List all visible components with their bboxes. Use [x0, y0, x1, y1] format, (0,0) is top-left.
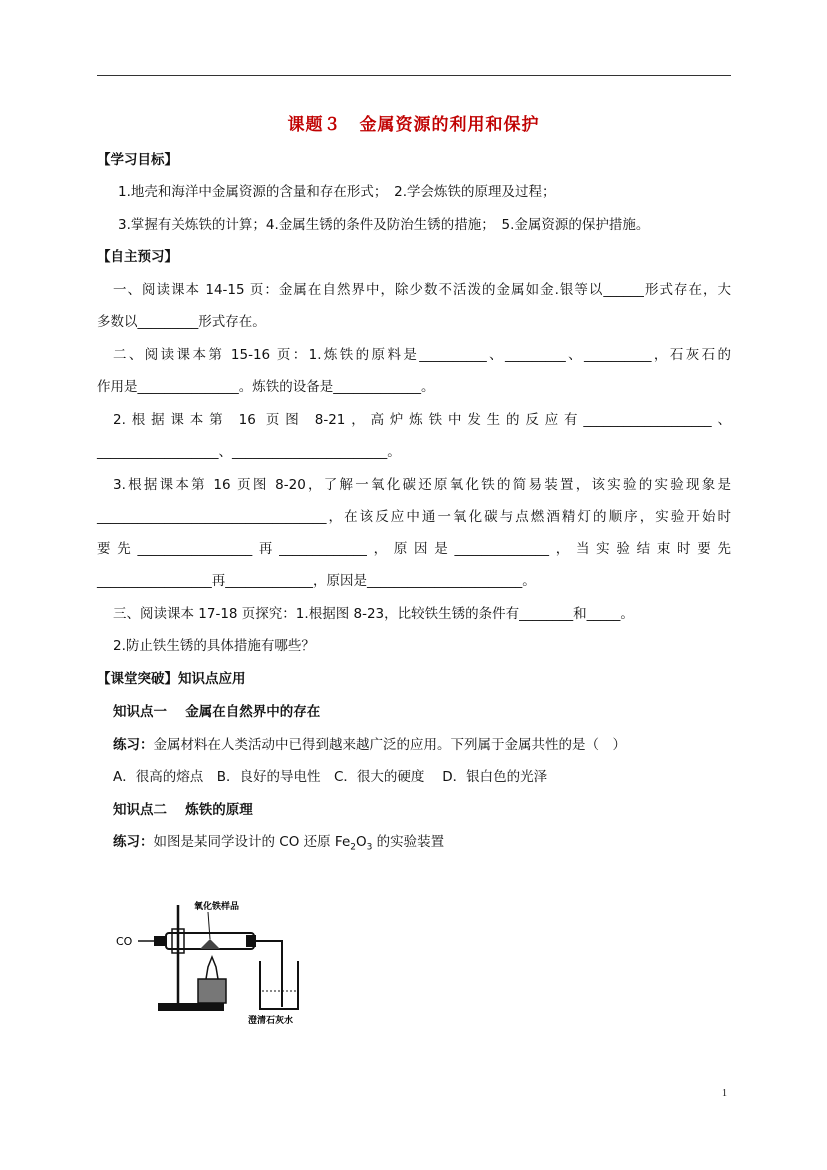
exercise-2-mid: O	[356, 834, 367, 850]
exercise-1	[113, 735, 731, 755]
preview-p4-line3: 要先_________________再_____________，原因是______________，当实验结束时要先	[97, 541, 731, 557]
preview-p3-line1: 2.根据课本第 16 页图 8-21，高炉炼铁中发生的反应有___________________、	[113, 412, 731, 428]
exercise-2-post: 的实验装置	[372, 834, 445, 850]
preview-heading: 【自主预习】	[97, 249, 178, 265]
alcohol-lamp	[198, 979, 226, 1003]
exercise-2-label: 练习：	[113, 834, 154, 850]
preview-p3-line2: __________________、_______________________。	[97, 444, 401, 460]
exercise-2	[113, 832, 731, 858]
preview-p5-line1: 三、阅读课本 17-18 页探究：1.根据图 8-23，比较铁生锈的条件有________和_____。	[113, 606, 634, 622]
exercise-2-sub2: 3	[366, 842, 373, 853]
page-number: 1	[722, 1088, 727, 1099]
exercise-2-sub1: 2	[350, 842, 356, 853]
co-reduction-apparatus-figure	[110, 895, 350, 1030]
preview-p5-line2: 2.防止铁生锈的具体措施有哪些？	[113, 638, 315, 654]
classroom-heading: 【课堂突破】知识点应用	[97, 671, 246, 687]
preview-p2-line1: 二、阅读课本第 15-16 页：1.炼铁的原料是__________、_________、__________，石灰石的	[113, 347, 731, 363]
exercise-1-options: A．很高的熔点 B．良好的导电性 C．很大的硬度 D．银白色的光泽	[113, 769, 548, 785]
preview-p4-line1: 3.根据课本第 16 页图 8-20，了解一氧化碳还原氧化铁的简易装置，该实验的实验现象是	[113, 477, 731, 493]
exercise-1-text: 金属材料在人类活动中已得到越来越广泛的应用。下列属于金属共性的是（ ）	[153, 737, 626, 753]
sample-label: 氧化铁样品	[194, 902, 240, 912]
preview-p1-line1: 一、阅读课本 14-15 页：金属在自然界中，除少数不活泼的金属如金.银等以______形式存在，大	[113, 282, 731, 298]
stand-base	[158, 1003, 224, 1011]
knowledge-point-1: 知识点一 金属在自然界中的存在	[113, 704, 321, 720]
exercise-1-label: 练习：	[113, 737, 154, 753]
outlet-stopper	[246, 935, 256, 947]
page-title: 课题３ 金属资源的利用和保护	[287, 115, 540, 135]
objective-line-2: 3.掌握有关炼铁的计算；4.金属生锈的条件及防治生锈的措施； 5.金属资源的保护措施。	[118, 217, 650, 233]
objective-line-1: 1.地壳和海洋中金属资源的含量和存在形式； 2.学会炼铁的原理及过程；	[118, 184, 556, 200]
co-label: CO	[116, 935, 133, 948]
beaker	[260, 961, 298, 1009]
preview-p2-line2: 作用是_______________。炼铁的设备是_____________。	[97, 379, 435, 395]
objectives-heading: 【学习目标】	[97, 152, 178, 168]
preview-p4-line2: __________________________________，在该反应中通一氧化碳与点燃酒精灯的顺序，实验开始时	[97, 509, 731, 525]
preview-p4-line4: _________________再_____________，原因是_______________________。	[97, 573, 536, 589]
stopper	[154, 936, 166, 946]
exercise-2-pre: 如图是某同学设计的 CO 还原 Fe	[153, 834, 351, 850]
preview-p1-line2: 多数以_________形式存在。	[97, 314, 266, 330]
limewater-label: 澄清石灰水	[248, 1016, 294, 1026]
knowledge-point-2: 知识点二 炼铁的原理	[113, 802, 253, 818]
header-rule	[97, 75, 731, 76]
